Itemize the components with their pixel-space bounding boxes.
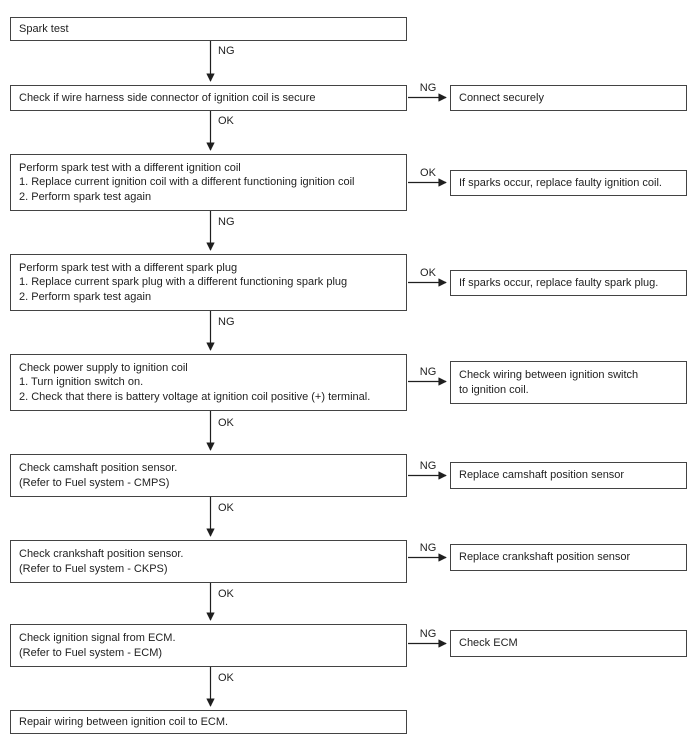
down-arrow-label: NG	[218, 216, 235, 228]
step-text: Repair wiring between ignition coil to ECM.	[19, 715, 229, 728]
action-check-ecm	[450, 630, 687, 657]
step-check-harness-connector	[10, 85, 407, 111]
step-check-crankshaft-sensor	[10, 540, 407, 583]
step-repair-wiring-coil-ecm	[10, 710, 407, 734]
side-arrow-label: NG	[419, 628, 437, 640]
action-replace-crankshaft-sensor	[450, 544, 687, 571]
step-text: Check camshaft position sensor.	[19, 462, 178, 474]
step-text: (Refer to Fuel system - ECM)	[19, 646, 163, 659]
step-check-camshaft-sensor	[10, 454, 407, 497]
down-arrow-label: OK	[218, 502, 234, 514]
step-text: Check if wire harness side connector of ignition coil is secure	[19, 91, 316, 104]
step-text: 2. Perform spark test again	[19, 290, 152, 303]
action-text: Check wiring between ignition switch	[459, 369, 639, 381]
down-arrow-label: OK	[218, 672, 234, 684]
side-arrow-label: OK	[420, 267, 436, 279]
down-arrow-label: NG	[218, 45, 235, 57]
action-text: Check ECM	[459, 637, 518, 650]
step-text: 2. Perform spark test again	[19, 190, 152, 203]
step-text: 1. Replace current ignition coil with a different functioning ignition coil	[19, 176, 355, 189]
action-text: If sparks occur, replace faulty ignition coil.	[459, 176, 662, 189]
action-check-wiring-switch-to-coil	[450, 361, 687, 404]
step-text: Perform spark test with a different ignition coil	[19, 161, 241, 174]
action-text: Replace camshaft position sensor	[459, 469, 625, 482]
step-text: 2. Check that there is battery voltage at ignition coil positive (+) terminal.	[19, 390, 371, 403]
side-arrow-label: NG	[419, 82, 437, 94]
action-text: Connect securely	[459, 91, 544, 104]
side-arrow-label: NG	[419, 542, 437, 554]
action-text: Replace crankshaft position sensor	[459, 551, 631, 564]
side-arrow-label: NG	[419, 366, 437, 378]
step-text: (Refer to Fuel system - CMPS)	[19, 476, 170, 489]
side-arrow-label: OK	[420, 167, 436, 179]
step-text: Perform spark test with a different spark plug	[19, 261, 238, 274]
step-text: 1. Replace current spark plug with a different functioning spark plug	[19, 276, 348, 289]
step-check-ignition-signal-ecm	[10, 624, 407, 667]
step-text: Check ignition signal from ECM.	[19, 632, 176, 644]
step-spark-test-different-coil	[10, 154, 407, 211]
action-text: If sparks occur, replace faulty spark plug.	[459, 276, 659, 289]
step-spark-test	[10, 17, 407, 41]
step-text: Spark test	[19, 22, 69, 35]
action-replace-faulty-spark-plug	[450, 270, 687, 296]
down-arrow-label: NG	[218, 316, 235, 328]
down-arrow-label: OK	[218, 417, 234, 429]
step-text: 1. Turn ignition switch on.	[19, 376, 144, 389]
down-arrow-label: OK	[218, 115, 234, 127]
action-text: to ignition coil.	[459, 383, 529, 396]
step-check-power-supply	[10, 354, 407, 411]
side-arrow-label: NG	[419, 460, 437, 472]
down-arrow-label: OK	[218, 588, 234, 600]
step-text: Check crankshaft position sensor.	[19, 548, 184, 560]
step-spark-test-different-plug	[10, 254, 407, 311]
action-connect-securely	[450, 85, 687, 111]
action-replace-camshaft-sensor	[450, 462, 687, 489]
action-replace-faulty-ignition-coil	[450, 170, 687, 196]
step-text: (Refer to Fuel system - CKPS)	[19, 562, 168, 575]
step-text: Check power supply to ignition coil	[19, 361, 188, 374]
